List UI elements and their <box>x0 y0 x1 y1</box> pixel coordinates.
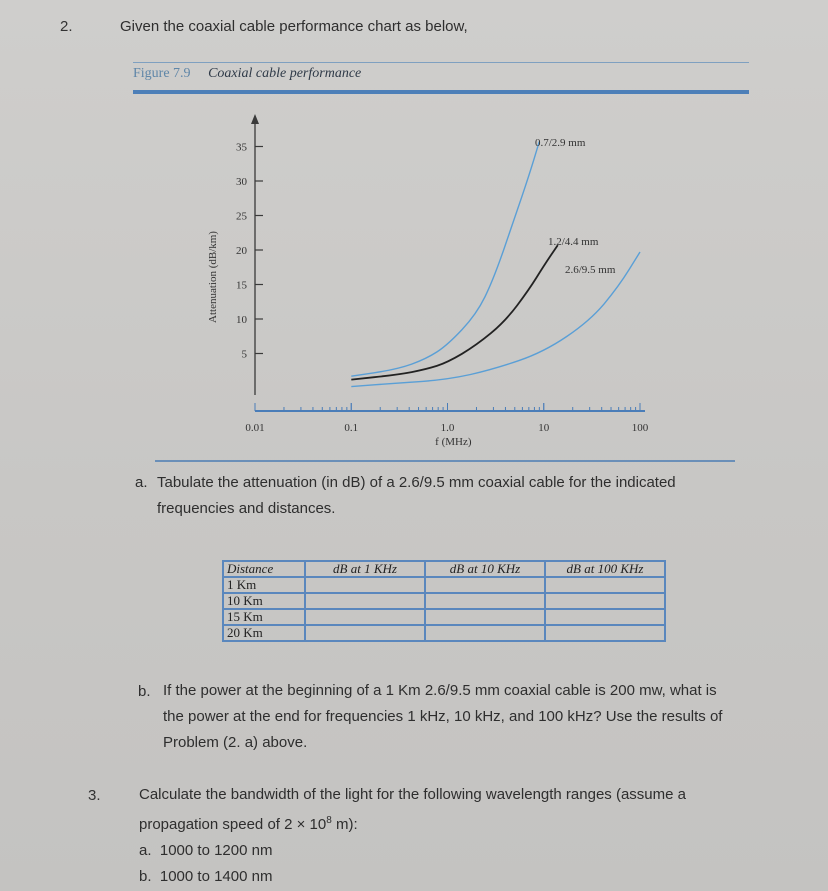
series-label: 2.6/9.5 mm <box>565 264 616 276</box>
series-label: 1.2/4.4 mm <box>548 236 599 248</box>
question-3-line1: Calculate the bandwidth of the light for the following wavelength ranges (assume a <box>139 786 686 803</box>
question-3-text <box>139 782 686 890</box>
question-2b-text <box>163 678 722 756</box>
question-3-line2-suffix: m): <box>331 816 358 833</box>
question-2b-label: b. <box>138 683 151 700</box>
question-3a-text: 1000 to 1200 nm <box>159 842 273 859</box>
x-tick-label: 0.01 <box>245 422 265 434</box>
table-answer-cell[interactable] <box>545 577 665 593</box>
chart-axes <box>251 114 645 411</box>
table-answer-cell[interactable] <box>425 577 545 593</box>
table-distance-cell: 10 Km <box>223 593 305 609</box>
series-label: 0.7/2.9 mm <box>535 137 586 149</box>
table-row <box>223 609 665 625</box>
question-2b-line2: the power at the end for frequencies 1 kHz, 10 kHz, and 100 kHz? Use the results of <box>163 708 723 725</box>
question-3-item-b <box>139 864 686 890</box>
y-tick-label: 10 <box>236 314 247 326</box>
table-distance-cell: 1 Km <box>223 577 305 593</box>
question-2-number: 2. <box>60 18 73 35</box>
table-answer-cell[interactable] <box>425 625 545 641</box>
table-header-cell: dB at 1 KHz <box>305 561 425 577</box>
x-tick-label: 10 <box>538 422 550 434</box>
attenuation-table <box>222 560 666 642</box>
question-2b-line3: Problem (2. a) above. <box>163 734 308 751</box>
table-header-cell: dB at 10 KHz <box>425 561 545 577</box>
question-3-exponent: 8 <box>326 815 332 826</box>
y-axis-label: Attenuation (dB/km) <box>207 231 219 323</box>
figure-bottom-rule <box>155 460 735 462</box>
table-distance-cell: 15 Km <box>223 609 305 625</box>
figure-title: Coaxial cable performance <box>208 66 362 81</box>
table-header-cell: Distance <box>223 561 305 577</box>
series-line <box>351 142 539 377</box>
figure-number: Figure 7.9 <box>133 66 191 81</box>
chart-x-ticks <box>245 403 648 448</box>
table-answer-cell[interactable] <box>425 593 545 609</box>
x-tick-label: 1.0 <box>440 422 455 434</box>
y-tick-label: 25 <box>236 210 247 223</box>
x-tick-label: 0.1 <box>344 422 359 434</box>
table-answer-cell[interactable] <box>425 609 545 625</box>
table-answer-cell[interactable] <box>305 577 425 593</box>
question-3-line2 <box>139 808 686 838</box>
question-2a-text-line2: frequencies and distances. <box>157 500 336 517</box>
y-tick-label: 5 <box>241 348 247 361</box>
question-2a-label: a. <box>135 474 148 491</box>
question-2a-text-line1: Tabulate the attenuation (in dB) of a 2.6/9.5 mm coaxial cable for the indicated <box>157 474 676 491</box>
question-3-line2-prefix: propagation speed of 2 × 10 <box>139 816 327 833</box>
table-distance-cell: 20 Km <box>223 625 305 641</box>
y-axis-arrow <box>251 114 259 124</box>
table-answer-cell[interactable] <box>545 593 665 609</box>
x-tick-label: 100 <box>631 422 649 434</box>
series-line <box>351 245 558 380</box>
table-answer-cell[interactable] <box>305 593 425 609</box>
y-tick-label: 35 <box>236 141 247 154</box>
y-tick-label: 30 <box>236 176 247 188</box>
table-row <box>223 593 665 609</box>
x-axis-label: f (MHz) <box>435 436 472 448</box>
table-row <box>223 577 665 593</box>
table-answer-cell[interactable] <box>305 625 425 641</box>
chart-labels <box>535 137 616 276</box>
table-header-cell: dB at 100 KHz <box>545 561 665 577</box>
question-3-item-a <box>139 838 686 864</box>
table-answer-cell[interactable] <box>545 609 665 625</box>
question-3a-label: a. <box>139 842 152 859</box>
table-answer-cell[interactable] <box>545 625 665 641</box>
question-3-number: 3. <box>88 787 101 804</box>
question-2b-line1: If the power at the beginning of a 1 Km 2.6/9.5 mm coaxial cable is 200 mw, what is <box>163 682 717 699</box>
table-answer-cell[interactable] <box>305 609 425 625</box>
question-2-intro: Given the coaxial cable performance chart as below, <box>120 18 468 35</box>
table-row <box>223 625 665 641</box>
y-tick-label: 15 <box>236 279 247 292</box>
y-tick-label: 20 <box>236 245 247 257</box>
question-3b-label: b. <box>139 868 152 885</box>
question-3b-text: 1000 to 1400 nm <box>159 868 273 885</box>
